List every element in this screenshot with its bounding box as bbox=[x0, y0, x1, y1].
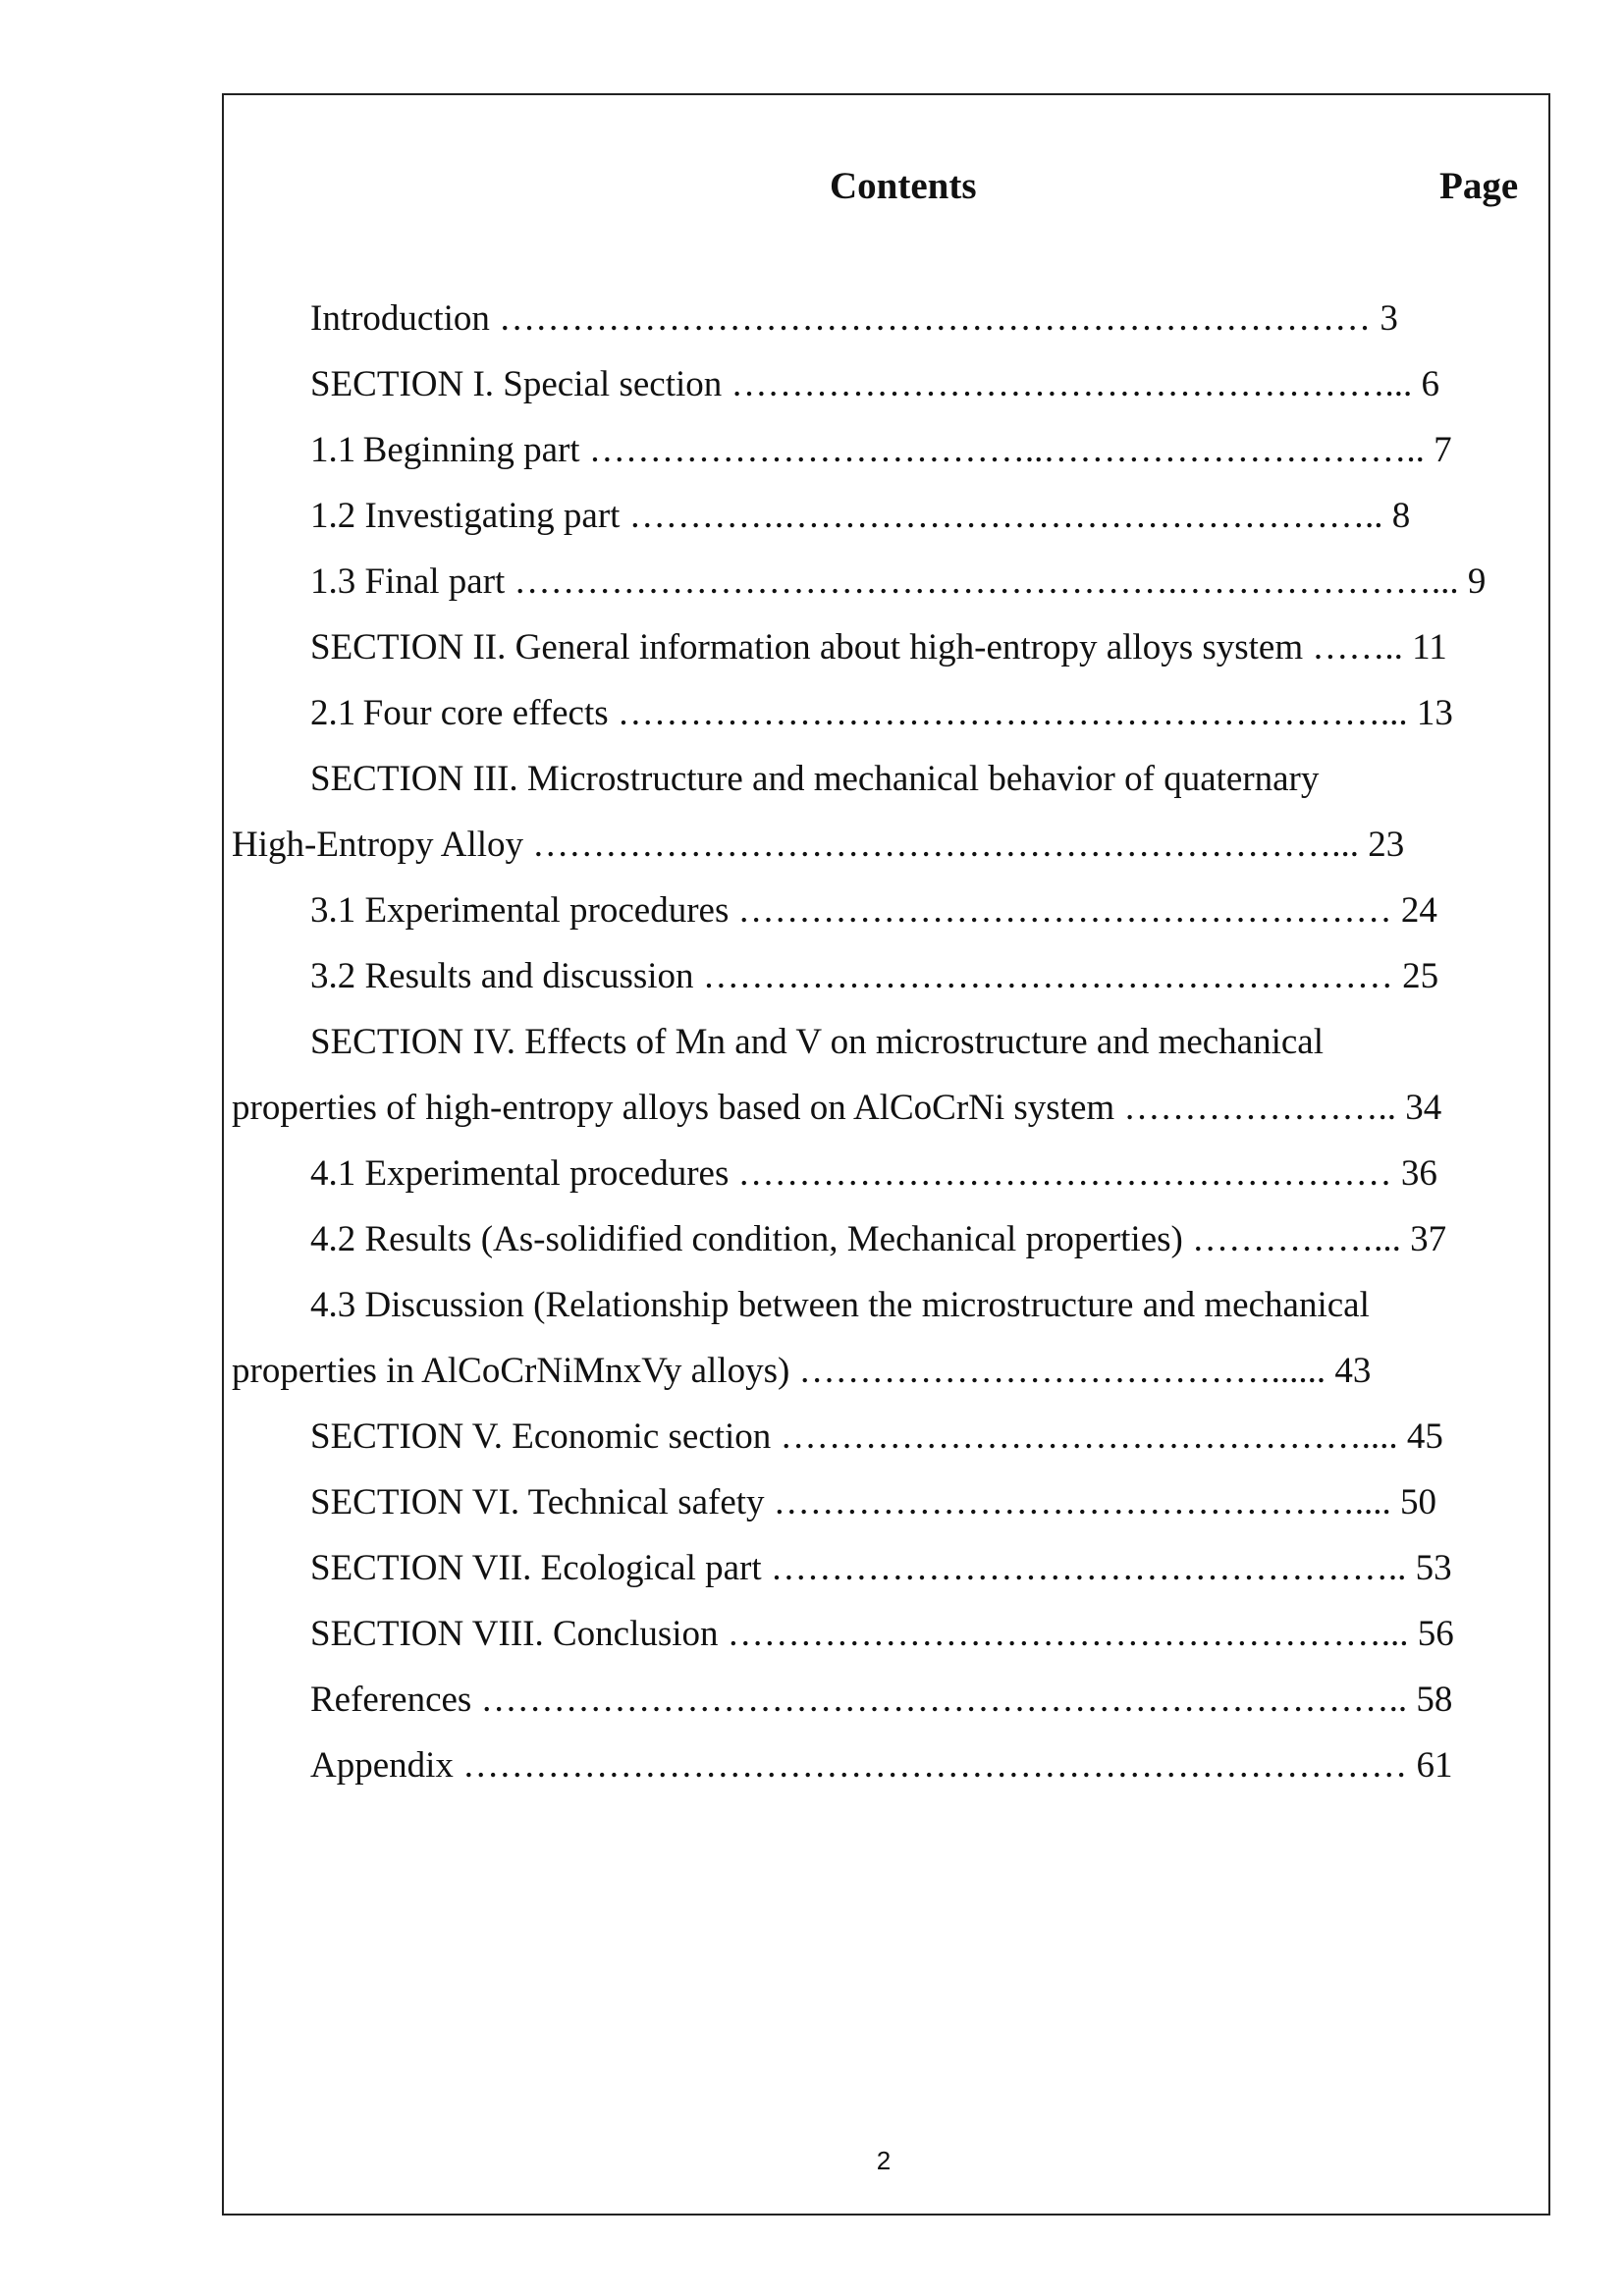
toc-entry-section-4-line1[interactable] bbox=[310, 1021, 1324, 1064]
toc-entry-4-2[interactable] bbox=[310, 1218, 1446, 1261]
toc-entry-4-3-line1[interactable] bbox=[310, 1284, 1370, 1327]
toc-entry-3-1[interactable] bbox=[310, 889, 1437, 933]
toc-page-number: 56 bbox=[1417, 1614, 1454, 1654]
toc-entry-1-2[interactable] bbox=[310, 495, 1410, 538]
toc-entry-text: 3.2 Results and discussion bbox=[310, 956, 694, 996]
toc-entry-1-3[interactable] bbox=[310, 561, 1486, 604]
toc-leader-dots: ………………………………………….... bbox=[773, 1482, 1391, 1522]
toc-leader-dots: …………………………………………………………………… bbox=[462, 1745, 1408, 1786]
page-column-heading: Page bbox=[1439, 165, 1519, 207]
toc-page-number: 45 bbox=[1406, 1416, 1443, 1457]
toc-leader-dots: …………………………………...... bbox=[798, 1351, 1326, 1391]
toc-leader-dots: ………………………………………………... bbox=[731, 364, 1413, 404]
contents-heading: Contents bbox=[830, 165, 977, 207]
toc-entry-text: 3.1 Experimental procedures bbox=[310, 890, 730, 931]
toc-entry-text: Introduction bbox=[310, 298, 490, 339]
toc-entry-text: SECTION VII. Ecological part bbox=[310, 1548, 762, 1588]
toc-entry-text: 4.2 Results (As-solidified condition, Mechanical properties) bbox=[310, 1219, 1183, 1259]
toc-leader-dots: …………………………………………………………... bbox=[532, 825, 1360, 865]
toc-leader-dots: ……………………………………………….…………………... bbox=[514, 561, 1459, 602]
toc-entry-appendix[interactable] bbox=[310, 1744, 1452, 1788]
toc-page-number: 7 bbox=[1434, 430, 1452, 470]
toc-entry-text: 1.1 Beginning part bbox=[310, 430, 580, 470]
toc-page-number: 36 bbox=[1400, 1153, 1437, 1194]
toc-page-number: 53 bbox=[1415, 1548, 1452, 1588]
toc-leader-dots: ………………………………..………………………….. bbox=[588, 430, 1425, 470]
toc-leader-dots: …………………………………………….. bbox=[770, 1548, 1407, 1588]
toc-page-number: 24 bbox=[1400, 890, 1437, 931]
toc-page-number: 25 bbox=[1402, 956, 1439, 996]
toc-entry-text: Appendix bbox=[310, 1745, 454, 1786]
toc-entry-section-2[interactable] bbox=[310, 626, 1447, 669]
toc-entry-text: 1.2 Investigating part bbox=[310, 496, 621, 536]
toc-entry-section-3-line1[interactable] bbox=[310, 758, 1319, 801]
toc-page-number: 34 bbox=[1405, 1088, 1442, 1128]
toc-leader-dots: ………………………………………….... bbox=[780, 1416, 1398, 1457]
toc-entry-text: SECTION VIII. Conclusion bbox=[310, 1614, 719, 1654]
toc-entry-section-1[interactable] bbox=[310, 363, 1439, 406]
toc-entry-text: References bbox=[310, 1680, 472, 1720]
toc-entry-1-1[interactable] bbox=[310, 429, 1452, 472]
toc-page-number: 9 bbox=[1467, 561, 1487, 602]
toc-leader-dots: ……………………………………………… bbox=[737, 1153, 1392, 1194]
toc-leader-dots: ………………………………………………... bbox=[727, 1614, 1409, 1654]
page-number: 2 bbox=[876, 2146, 892, 2175]
toc-leader-dots: ……………... bbox=[1192, 1219, 1401, 1259]
toc-page-number: 50 bbox=[1400, 1482, 1437, 1522]
toc-entry-section-6[interactable] bbox=[310, 1481, 1436, 1524]
toc-page-number: 11 bbox=[1412, 627, 1447, 667]
toc-entry-text: SECTION I. Special section bbox=[310, 364, 723, 404]
toc-entry-section-5[interactable] bbox=[310, 1415, 1443, 1459]
toc-page-number: 58 bbox=[1416, 1680, 1453, 1720]
toc-leader-dots: ………………….. bbox=[1123, 1088, 1396, 1128]
toc-entry-text: 2.1 Four core effects bbox=[310, 693, 609, 733]
toc-entry-4-1[interactable] bbox=[310, 1152, 1437, 1196]
toc-entry-text: SECTION V. Economic section bbox=[310, 1416, 772, 1457]
toc-entry-text: High-Entropy Alloy bbox=[232, 825, 524, 865]
toc-entry-introduction[interactable] bbox=[310, 297, 1398, 341]
toc-leader-dots: ………………………………………………… bbox=[702, 956, 1393, 996]
toc-page-number: 8 bbox=[1391, 496, 1411, 536]
toc-leader-dots: ……………………………………………………………… bbox=[499, 298, 1372, 339]
toc-entry-text: SECTION II. General information about high-entropy alloys system bbox=[310, 627, 1304, 667]
toc-leader-dots: …….. bbox=[1312, 627, 1403, 667]
toc-entry-text: properties of high-entropy alloys based on AlCoCrNi system bbox=[232, 1088, 1115, 1128]
toc-page-number: 13 bbox=[1416, 693, 1453, 733]
toc-leader-dots: ………….………………………………………….. bbox=[628, 496, 1383, 536]
toc-entry-section-3-line2[interactable] bbox=[232, 824, 1404, 867]
toc-leader-dots: ………………………………………………………... bbox=[617, 693, 1408, 733]
toc-page-number: 3 bbox=[1380, 298, 1398, 339]
toc-entry-section-7[interactable] bbox=[310, 1547, 1452, 1590]
toc-entry-3-2[interactable] bbox=[310, 955, 1438, 998]
toc-entry-text: SECTION IV. Effects of Mn and V on microstructure and mechanical bbox=[310, 1022, 1324, 1062]
toc-page-number: 23 bbox=[1368, 825, 1405, 865]
toc-entry-text: SECTION VI. Technical safety bbox=[310, 1482, 765, 1522]
toc-entry-text: 1.3 Final part bbox=[310, 561, 506, 602]
toc-page-number: 43 bbox=[1334, 1351, 1372, 1391]
toc-entry-text: 4.1 Experimental procedures bbox=[310, 1153, 730, 1194]
toc-entry-2-1[interactable] bbox=[310, 692, 1453, 735]
toc-page-number: 6 bbox=[1421, 364, 1439, 404]
toc-entry-4-3-line2[interactable] bbox=[232, 1350, 1371, 1393]
toc-leader-dots: ………………………………………………………………….. bbox=[480, 1680, 1408, 1720]
toc-entry-section-8[interactable] bbox=[310, 1613, 1454, 1656]
toc-leader-dots: ……………………………………………… bbox=[737, 890, 1392, 931]
toc-entry-section-4-line2[interactable] bbox=[232, 1087, 1441, 1130]
toc-page-number: 37 bbox=[1410, 1219, 1447, 1259]
toc-entry-text: SECTION III. Microstructure and mechanical behavior of quaternary bbox=[310, 759, 1320, 799]
toc-page-number: 61 bbox=[1416, 1745, 1453, 1786]
toc-entry-references[interactable] bbox=[310, 1679, 1452, 1722]
toc-entry-text: 4.3 Discussion (Relationship between the microstructure and mechanical bbox=[310, 1285, 1370, 1325]
toc-entry-text: properties in AlCoCrNiMnxVy alloys) bbox=[232, 1351, 790, 1391]
